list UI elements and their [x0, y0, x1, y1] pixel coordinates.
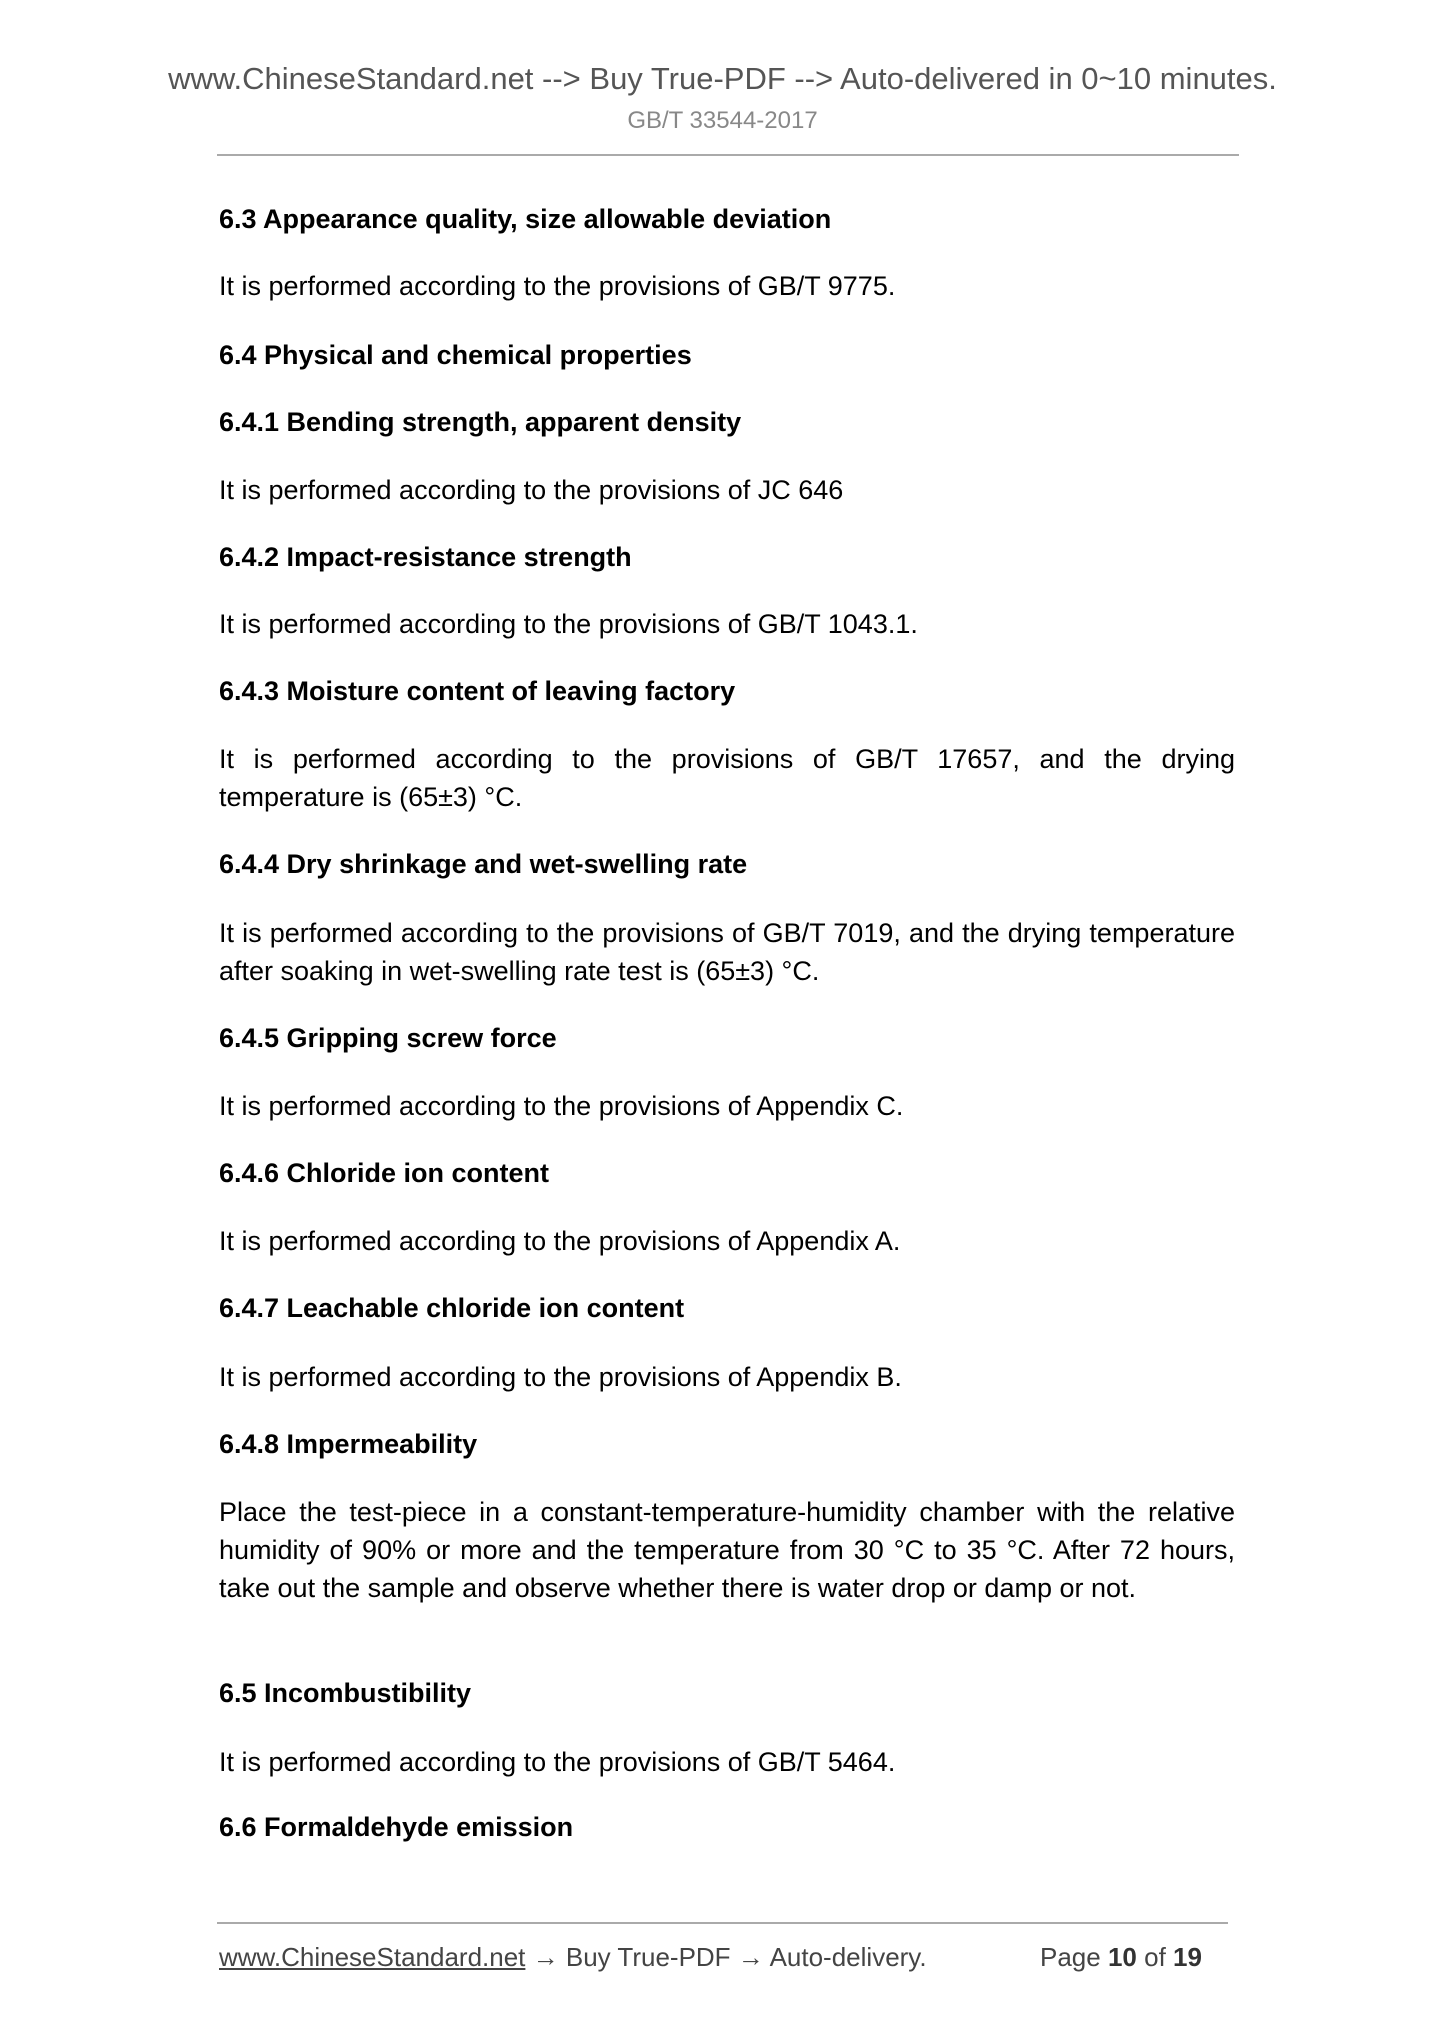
section-heading: 6.6 Formaldehyde emission: [219, 1812, 574, 1842]
footer-link[interactable]: www.ChineseStandard.net: [219, 1942, 526, 1972]
page-label: Page: [1040, 1942, 1101, 1972]
paragraph: It is performed according to the provisions of JC 646: [219, 475, 844, 505]
section-heading: 6.3 Appearance quality, size allowable deviation: [219, 204, 832, 234]
footer-tagline: → Buy True-PDF → Auto-delivery.: [525, 1942, 927, 1972]
standard-number: GB/T 33544-2017: [627, 107, 818, 134]
paragraph: It is performed according to the provisions of Appendix B.: [219, 1362, 902, 1392]
section-heading: 6.4 Physical and chemical properties: [219, 340, 692, 370]
paragraph: It is performed according to the provisions of GB/T 9775.: [219, 271, 896, 301]
of-label: of: [1144, 1942, 1166, 1972]
paragraph: It is performed according to the provisions of GB/T 1043.1.: [219, 609, 918, 639]
section-heading: 6.4.6 Chloride ion content: [219, 1158, 550, 1188]
paragraph: It is performed according to the provisions of Appendix C.: [219, 1091, 904, 1121]
section-heading: 6.4.8 Impermeability: [219, 1429, 478, 1459]
section-heading: 6.4.3 Moisture content of leaving factory: [219, 676, 736, 706]
section-heading: 6.5 Incombustibility: [219, 1678, 472, 1708]
section-heading: 6.4.4 Dry shrinkage and wet-swelling rate: [219, 849, 748, 879]
page-total: 19: [1173, 1942, 1202, 1972]
section-heading: 6.4.5 Gripping screw force: [219, 1023, 557, 1053]
paragraph: It is performed according to the provisions of GB/T 7019, and the drying temperature after soaking in wet-swelling rate test is (65±3) °C.: [219, 918, 1235, 986]
section-heading: 6.4.2 Impact-resistance strength: [219, 542, 632, 572]
paragraph: It is performed according to the provisions of Appendix A.: [219, 1226, 901, 1256]
paragraph: Place the test-piece in a constant-temperature-humidity chamber with the relative humidity of 90% or more and the temperature from 30 °C to 35 °C. After 72 hours, take out the sample and observe whether there is water drop or damp or not.: [219, 1497, 1235, 1603]
paragraph: It is performed according to the provisions of GB/T 17657, and the drying temperature is (65±3) °C.: [219, 744, 1235, 812]
header-banner: www.ChineseStandard.net --> Buy True-PDF --> Auto-delivered in 0~10 minutes.: [168, 61, 1277, 96]
page-number: 10: [1107, 1942, 1137, 1972]
section-heading: 6.4.7 Leachable chloride ion content: [219, 1293, 685, 1323]
section-heading: 6.4.1 Bending strength, apparent density: [219, 407, 742, 437]
footer-left: [219, 1938, 927, 1976]
footer-divider: [217, 1922, 1228, 1924]
paragraph: It is performed according to the provisions of GB/T 5464.: [219, 1747, 896, 1777]
page-indicator: [1040, 1938, 1202, 1976]
header-divider: [217, 154, 1239, 156]
